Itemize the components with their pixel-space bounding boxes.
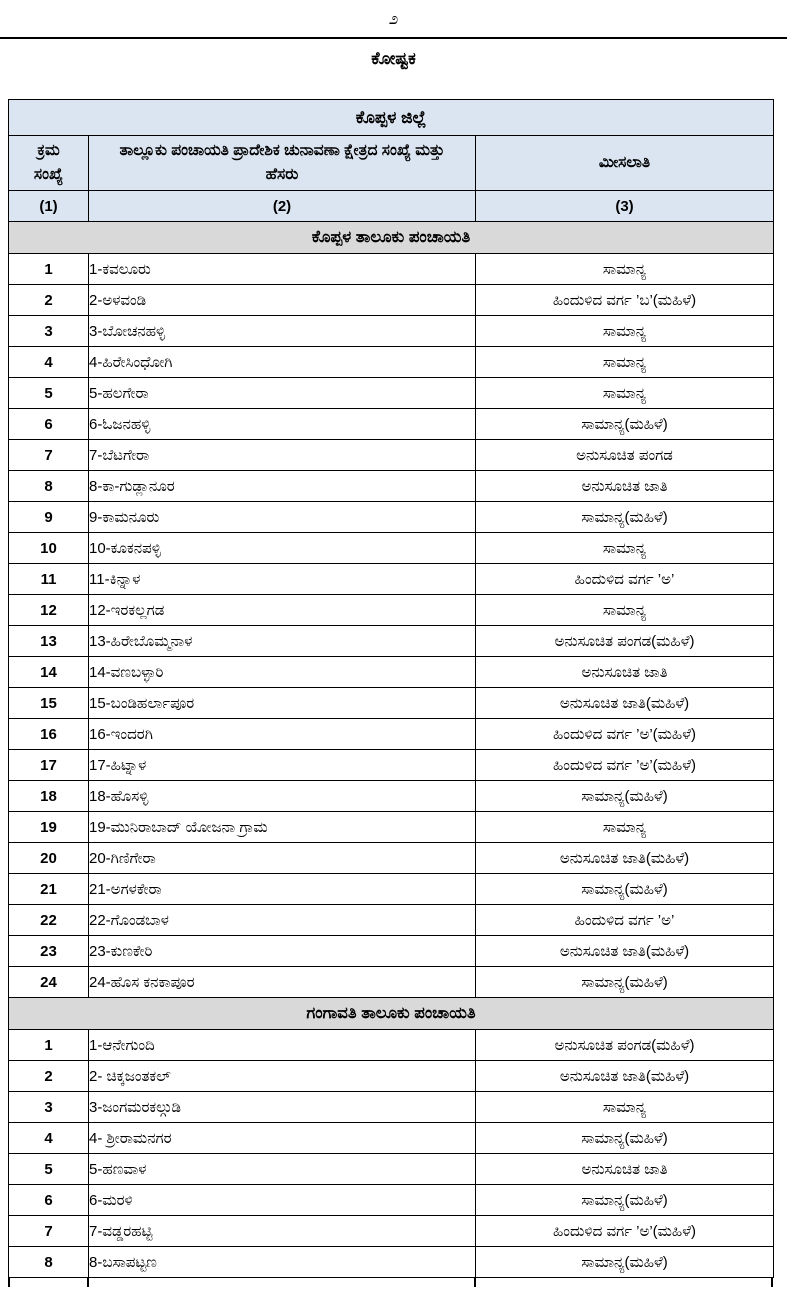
constituency-cell: 6-ಓಜನಹಳ್ಳಿ bbox=[89, 409, 476, 440]
table-row bbox=[9, 440, 774, 471]
constituency-cell: 16-ಇಂದರಗಿ bbox=[89, 719, 476, 750]
column-index-2: (2) bbox=[89, 191, 476, 222]
table-row bbox=[9, 254, 774, 285]
constituency-cell: 20-ಗಿಣಿಗೇರಾ bbox=[89, 843, 476, 874]
table-row bbox=[9, 905, 774, 936]
constituency-cell: 2-ಅಳವಂಡಿ bbox=[89, 285, 476, 316]
serial-cell: 3 bbox=[9, 316, 89, 347]
reservation-cell: ಅನುಸೂಚಿತ ಜಾತಿ(ಮಹಿಳೆ) bbox=[476, 843, 774, 874]
reservation-cell: ಅನುಸೂಚಿತ ಪಂಗಡ bbox=[476, 440, 774, 471]
constituency-table bbox=[8, 99, 774, 1278]
table-row bbox=[9, 1216, 774, 1247]
serial-cell: 11 bbox=[9, 564, 89, 595]
table-header bbox=[9, 100, 774, 222]
table-row bbox=[9, 719, 774, 750]
constituency-cell: 13-ಹಿರೇಬೊಮ್ಮನಾಳ bbox=[89, 626, 476, 657]
table-row bbox=[9, 409, 774, 440]
reservation-cell: ಸಾಮಾನ್ಯ(ಮಹಿಳೆ) bbox=[476, 967, 774, 998]
table-row bbox=[9, 874, 774, 905]
table-body bbox=[9, 222, 774, 1278]
serial-cell: 14 bbox=[9, 657, 89, 688]
table-row bbox=[9, 533, 774, 564]
serial-cell: 16 bbox=[9, 719, 89, 750]
reservation-cell: ಸಾಮಾನ್ಯ bbox=[476, 812, 774, 843]
serial-cell: 17 bbox=[9, 750, 89, 781]
constituency-cell: 17-ಹಿಟ್ನಾಳ bbox=[89, 750, 476, 781]
constituency-cell: 8-ಬಸಾಪಟ್ಟಣ bbox=[89, 1247, 476, 1278]
serial-cell: 4 bbox=[9, 347, 89, 378]
constituency-cell: 21-ಅಗಳಕೇರಾ bbox=[89, 874, 476, 905]
constituency-cell: 24-ಹೊಸ ಕನಕಾಪೂರ bbox=[89, 967, 476, 998]
table-row bbox=[9, 502, 774, 533]
table-row bbox=[9, 936, 774, 967]
table-row bbox=[9, 316, 774, 347]
constituency-cell: 15-ಬಂಡಿಹರ್ಲಾಪೂರ bbox=[89, 688, 476, 719]
district-header-row bbox=[9, 100, 774, 136]
reservation-cell: ಸಾಮಾನ್ಯ bbox=[476, 533, 774, 564]
reservation-cell: ಅನುಸೂಚಿತ ಪಂಗಡ(ಮಹಿಳೆ) bbox=[476, 1030, 774, 1061]
table-row bbox=[9, 378, 774, 409]
constituency-cell: 4-ಹಿರೇಸಿಂಧೋಗಿ bbox=[89, 347, 476, 378]
serial-cell: 2 bbox=[9, 285, 89, 316]
table-row bbox=[9, 347, 774, 378]
reservation-cell: ಅನುಸೂಚಿತ ಜಾತಿ bbox=[476, 471, 774, 502]
constituency-cell: 1-ಆನೇಗುಂದಿ bbox=[89, 1030, 476, 1061]
header-rule bbox=[0, 37, 787, 39]
next-row-stub bbox=[0, 1278, 787, 1288]
document-title: ಕೋಷ್ಟಕ bbox=[371, 49, 416, 68]
constituency-cell: 23-ಕುಣಕೇರಿ bbox=[89, 936, 476, 967]
section-header-row bbox=[9, 222, 774, 254]
stub-border-right bbox=[771, 1278, 773, 1287]
reservation-cell: ಹಿಂದುಳಿದ ವರ್ಗ ’ಅ’(ಮಹಿಳೆ) bbox=[476, 719, 774, 750]
reservation-cell: ಹಿಂದುಳಿದ ವರ್ಗ ’ಅ’ bbox=[476, 564, 774, 595]
reservation-cell: ಅನುಸೂಚಿತ ಪಂಗಡ(ಮಹಿಳೆ) bbox=[476, 626, 774, 657]
page-number: ೨ bbox=[388, 9, 399, 28]
constituency-cell: 3-ಬೋಚನಹಳ್ಳಿ bbox=[89, 316, 476, 347]
table-row bbox=[9, 967, 774, 998]
constituency-cell: 18-ಹೊಸಳ್ಳಿ bbox=[89, 781, 476, 812]
serial-cell: 2 bbox=[9, 1061, 89, 1092]
table-row bbox=[9, 843, 774, 874]
reservation-cell: ಸಾಮಾನ್ಯ(ಮಹಿಳೆ) bbox=[476, 502, 774, 533]
serial-cell: 19 bbox=[9, 812, 89, 843]
serial-cell: 8 bbox=[9, 471, 89, 502]
reservation-cell: ಹಿಂದುಳಿದ ವರ್ಗ ’ಅ’(ಮಹಿಳೆ) bbox=[476, 1216, 774, 1247]
column-header-reservation: ಮೀಸಲಾತಿ bbox=[476, 136, 774, 191]
reservation-cell: ಸಾಮಾನ್ಯ(ಮಹಿಳೆ) bbox=[476, 409, 774, 440]
serial-cell: 5 bbox=[9, 1154, 89, 1185]
constituency-cell: 8-ಕಾ-ಗುಡ್ಲಾನೂರ bbox=[89, 471, 476, 502]
table-row bbox=[9, 285, 774, 316]
stub-border-left bbox=[8, 1278, 10, 1287]
serial-cell: 6 bbox=[9, 409, 89, 440]
constituency-cell: 7-ವಡ್ಡರಹಟ್ಟಿ bbox=[89, 1216, 476, 1247]
table-row bbox=[9, 1092, 774, 1123]
stub-border-col1 bbox=[87, 1278, 89, 1287]
serial-cell: 8 bbox=[9, 1247, 89, 1278]
constituency-cell: 1-ಕವಲೂರು bbox=[89, 254, 476, 285]
serial-cell: 18 bbox=[9, 781, 89, 812]
constituency-cell: 5-ಹಣವಾಳ bbox=[89, 1154, 476, 1185]
constituency-cell: 14-ವಣಬಳ್ಳಾರಿ bbox=[89, 657, 476, 688]
serial-cell: 23 bbox=[9, 936, 89, 967]
constituency-cell: 12-ಇರಕಲ್ಲಗಡ bbox=[89, 595, 476, 626]
reservation-cell: ಹಿಂದುಳಿದ ವರ್ಗ ’ಅ’ bbox=[476, 905, 774, 936]
serial-cell: 5 bbox=[9, 378, 89, 409]
serial-cell: 12 bbox=[9, 595, 89, 626]
serial-cell: 10 bbox=[9, 533, 89, 564]
table-row bbox=[9, 1061, 774, 1092]
table-row bbox=[9, 1154, 774, 1185]
serial-cell: 22 bbox=[9, 905, 89, 936]
stub-border-col2 bbox=[474, 1278, 476, 1287]
table-row bbox=[9, 750, 774, 781]
serial-cell: 7 bbox=[9, 1216, 89, 1247]
serial-cell: 13 bbox=[9, 626, 89, 657]
reservation-cell: ಸಾಮಾನ್ಯ(ಮಹಿಳೆ) bbox=[476, 781, 774, 812]
reservation-cell: ಸಾಮಾನ್ಯ bbox=[476, 316, 774, 347]
column-header-row bbox=[9, 136, 774, 191]
column-header-constituency: ತಾಲ್ಲೂಕು ಪಂಚಾಯತಿ ಪ್ರಾದೇಶಿಕ ಚುನಾವಣಾ ಕ್ಷೇತ್ರದ ಸಂಖ್ಯೆ ಮತ್ತು ಹೆಸರು bbox=[89, 136, 476, 191]
table-row bbox=[9, 812, 774, 843]
constituency-cell: 19-ಮುನಿರಾಬಾದ್ ಯೋಜನಾ ಗ್ರಾಮ bbox=[89, 812, 476, 843]
reservation-cell: ಹಿಂದುಳಿದ ವರ್ಗ ’ಬ’(ಮಹಿಳೆ) bbox=[476, 285, 774, 316]
reservation-cell: ಸಾಮಾನ್ಯ bbox=[476, 378, 774, 409]
reservation-cell: ಸಾಮಾನ್ಯ bbox=[476, 1092, 774, 1123]
reservation-cell: ಅನುಸೂಚಿತ ಜಾತಿ(ಮಹಿಳೆ) bbox=[476, 936, 774, 967]
table-row bbox=[9, 595, 774, 626]
reservation-cell: ಹಿಂದುಳಿದ ವರ್ಗ ’ಅ’(ಮಹಿಳೆ) bbox=[476, 750, 774, 781]
table-row bbox=[9, 564, 774, 595]
reservation-cell: ಸಾಮಾನ್ಯ bbox=[476, 254, 774, 285]
constituency-cell: 5-ಹಲಗೇರಾ bbox=[89, 378, 476, 409]
serial-cell: 9 bbox=[9, 502, 89, 533]
section-title: ಗಂಗಾವತಿ ತಾಲೂಕು ಪಂಚಾಯತಿ bbox=[9, 998, 774, 1030]
constituency-cell: 7-ಬೆಟಗೇರಾ bbox=[89, 440, 476, 471]
constituency-cell: 3-ಜಂಗಮರಕಲ್ಗುಡಿ bbox=[89, 1092, 476, 1123]
constituency-cell: 11-ಕಿನ್ನಾಳ bbox=[89, 564, 476, 595]
reservation-cell: ಸಾಮಾನ್ಯ bbox=[476, 347, 774, 378]
serial-cell: 1 bbox=[9, 1030, 89, 1061]
serial-cell: 7 bbox=[9, 440, 89, 471]
reservation-cell: ಅನುಸೂಚಿತ ಜಾತಿ(ಮಹಿಳೆ) bbox=[476, 1061, 774, 1092]
section-header-row bbox=[9, 998, 774, 1030]
constituency-cell: 2- ಚಿಕ್ಕಜಂತಕಲ್ bbox=[89, 1061, 476, 1092]
table-row bbox=[9, 1123, 774, 1154]
constituency-cell: 9-ಕಾಮನೂರು bbox=[89, 502, 476, 533]
reservation-cell: ಅನುಸೂಚಿತ ಜಾತಿ bbox=[476, 1154, 774, 1185]
constituency-cell: 6-ಮರಳಿ bbox=[89, 1185, 476, 1216]
serial-cell: 24 bbox=[9, 967, 89, 998]
serial-cell: 21 bbox=[9, 874, 89, 905]
constituency-cell: 22-ಗೊಂಡಬಾಳ bbox=[89, 905, 476, 936]
table-row bbox=[9, 781, 774, 812]
reservation-cell: ಅನುಸೂಚಿತ ಜಾತಿ(ಮಹಿಳೆ) bbox=[476, 688, 774, 719]
table-row bbox=[9, 1030, 774, 1061]
column-index-1: (1) bbox=[9, 191, 89, 222]
table-row bbox=[9, 657, 774, 688]
table-row bbox=[9, 626, 774, 657]
table-row bbox=[9, 471, 774, 502]
reservation-cell: ಸಾಮಾನ್ಯ(ಮಹಿಳೆ) bbox=[476, 1247, 774, 1278]
serial-cell: 4 bbox=[9, 1123, 89, 1154]
column-index-3: (3) bbox=[476, 191, 774, 222]
table-row bbox=[9, 1185, 774, 1216]
reservation-cell: ಸಾಮಾನ್ಯ(ಮಹಿಳೆ) bbox=[476, 1123, 774, 1154]
reservation-cell: ಸಾಮಾನ್ಯ bbox=[476, 595, 774, 626]
serial-cell: 20 bbox=[9, 843, 89, 874]
table-row bbox=[9, 1247, 774, 1278]
serial-cell: 6 bbox=[9, 1185, 89, 1216]
table-row bbox=[9, 688, 774, 719]
column-header-serial: ಕ್ರಮ ಸಂಖ್ಯೆ bbox=[9, 136, 89, 191]
section-title: ಕೊಪ್ಪಳ ತಾಲೂಕು ಪಂಚಾಯತಿ bbox=[9, 222, 774, 254]
serial-cell: 1 bbox=[9, 254, 89, 285]
district-title: ಕೊಪ್ಪಳ ಜಿಲ್ಲೆ bbox=[9, 100, 774, 136]
column-index-row bbox=[9, 191, 774, 222]
serial-cell: 3 bbox=[9, 1092, 89, 1123]
constituency-cell: 4- ಶ್ರೀರಾಮನಗರ bbox=[89, 1123, 476, 1154]
serial-cell: 15 bbox=[9, 688, 89, 719]
reservation-cell: ಅನುಸೂಚಿತ ಜಾತಿ bbox=[476, 657, 774, 688]
reservation-cell: ಸಾಮಾನ್ಯ(ಮಹಿಳೆ) bbox=[476, 874, 774, 905]
reservation-cell: ಸಾಮಾನ್ಯ(ಮಹಿಳೆ) bbox=[476, 1185, 774, 1216]
constituency-cell: 10-ಕೂಕನಪಳ್ಳಿ bbox=[89, 533, 476, 564]
